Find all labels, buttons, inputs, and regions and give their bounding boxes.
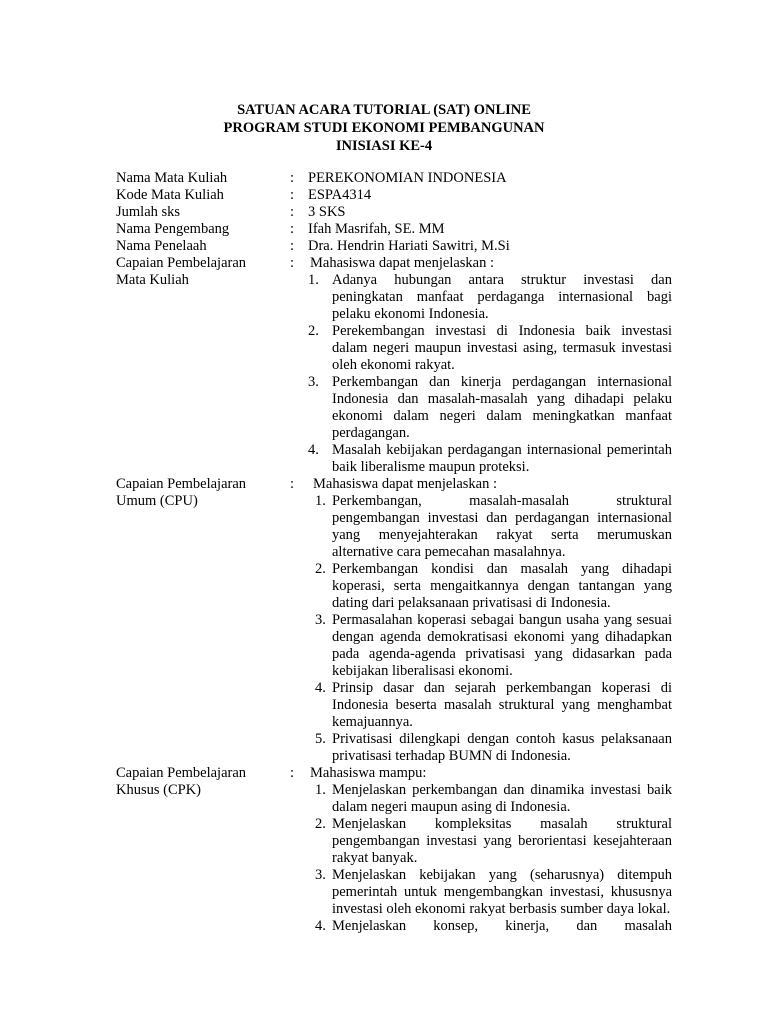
cpu-section <box>116 476 672 765</box>
cpmk-intro: Mahasiswa dapat menjelaskan : <box>310 255 495 271</box>
list-text: Perkembangan dan kinerja perdagangan internasional Indonesia dan masalah-masalah yang dihadapi pelaku ekonomi dalam negeri dalam meningkatkan manfaat perdagangan. <box>332 374 672 441</box>
list-text: Prinsip dasar dan sejarah perkembangan koperasi di Indonesia beserta masalah struktural yang menghambat kemajuannya. <box>332 680 672 730</box>
list-text: Perkembangan kondisi dan masalah yang dihadapi koperasi, serta mengaitkannya dengan tantangan yang dating dari pelaksanaan privatisasi di Indonesia. <box>332 561 672 611</box>
cpmk-label-line1: Capaian Pembelajaran <box>116 255 247 271</box>
list-number: 1. <box>315 493 326 509</box>
list-number: 4. <box>308 442 319 458</box>
list-number: 5. <box>315 731 326 747</box>
cpk-label <box>116 765 290 935</box>
list-text: Perekembangan investasi di Indonesia baik investasi dalam negeri maupun investasi asing, termasuk investasi oleh ekonomi rakyat. <box>332 323 672 373</box>
field-colon: : <box>290 765 295 781</box>
list-text: Perkembangan, masalah-masalah struktural pengembangan investasi dan perdagangan internasional yang menyejahterakan rakyat serta merumuskan alternative cara pemecahan masalahnya. <box>332 493 672 560</box>
list-number: 3. <box>308 374 319 390</box>
cpu-intro: Mahasiswa dapat menjelaskan : <box>313 476 498 492</box>
field-label: Jumlah sks <box>116 204 181 220</box>
field-colon: : <box>290 204 295 220</box>
field-value: PEREKONOMIAN INDONESIA <box>308 170 507 186</box>
field-row <box>116 221 672 238</box>
header-title: SATUAN ACARA TUTORIAL (SAT) ONLINE <box>237 102 531 118</box>
list-number: 2. <box>315 561 326 577</box>
field-value: 3 SKS <box>308 204 346 220</box>
field-row <box>116 238 672 255</box>
cpk-content <box>308 765 672 935</box>
list-number: 2. <box>315 816 326 832</box>
cpmk-label-line2: Mata Kuliah <box>116 272 189 288</box>
list-item <box>308 323 672 374</box>
document-header <box>0 101 768 155</box>
list-text: Menjelaskan kompleksitas masalah struktural pengembangan investasi yang berorientasi kesejahteraan rakyat banyak. <box>332 816 672 866</box>
cpk-list <box>308 782 672 935</box>
list-text: Menjelaskan kebijakan yang (seharusnya) ditempuh pemerintah untuk mengembangkan investasi, khususnya investasi oleh ekonomi rakyat berbasis sumber daya lokal. <box>332 867 672 917</box>
course-info <box>116 170 672 935</box>
field-label: Nama Mata Kuliah <box>116 170 228 186</box>
list-text: Masalah kebijakan perdagangan internasional pemerintah baik liberalisme maupun proteksi. <box>332 442 672 475</box>
list-text: Menjelaskan perkembangan dan dinamika investasi baik dalam negeri maupun asing di Indonesia. <box>332 782 672 815</box>
list-item <box>308 680 672 731</box>
field-colon: : <box>290 476 295 492</box>
header-program: PROGRAM STUDI EKONOMI PEMBANGUNAN <box>223 120 545 136</box>
cpu-label-line2: Umum (CPU) <box>116 493 198 509</box>
list-item <box>308 731 672 765</box>
field-colon: : <box>290 238 295 254</box>
field-colon: : <box>290 170 295 186</box>
list-number: 4. <box>315 680 326 696</box>
list-number: 4. <box>315 918 326 934</box>
list-number: 1. <box>315 782 326 798</box>
list-item <box>308 493 672 561</box>
cpu-content <box>308 476 672 765</box>
list-text: Adanya hubungan antara struktur investasi dan peningkatan manfaat perdaganga internasional bagi pelaku ekonomi Indonesia. <box>332 272 672 322</box>
list-number: 1. <box>308 272 319 288</box>
cpk-label-line1: Capaian Pembelajaran <box>116 765 247 781</box>
list-text: Permasalahan koperasi sebagai bangun usaha yang sesuai dengan agenda demokratisasi ekonomi yang dihadapkan pada agenda-agenda privatisasi yang didasarkan pada kebijakan liberalisasi ekonomi. <box>332 612 672 679</box>
cpu-label-line1: Capaian Pembelajaran <box>116 476 247 492</box>
cpk-label-line2: Khusus (CPK) <box>116 782 201 798</box>
field-row <box>116 204 672 221</box>
cpu-list <box>308 493 672 765</box>
list-item <box>308 816 672 867</box>
field-label: Nama Pengembang <box>116 221 230 237</box>
field-row <box>116 187 672 204</box>
field-value: ESPA4314 <box>308 187 372 203</box>
list-number: 3. <box>315 612 326 628</box>
list-item <box>308 272 672 323</box>
cpmk-section <box>116 255 672 476</box>
list-item <box>308 561 672 612</box>
header-initiation: INISIASI KE-4 <box>335 138 433 154</box>
field-value: Ifah Masrifah, SE. MM <box>308 221 445 237</box>
list-item <box>308 918 672 935</box>
list-number: 3. <box>315 867 326 883</box>
list-item <box>308 612 672 680</box>
list-item <box>308 782 672 816</box>
list-text: Privatisasi dilengkapi dengan contoh kasus pelaksanaan privatisasi terhadap BUMN di Indonesia. <box>332 731 672 764</box>
list-item <box>308 442 672 476</box>
field-colon: : <box>290 255 295 271</box>
cpk-section <box>116 765 672 935</box>
list-number: 2. <box>308 323 319 339</box>
field-colon: : <box>290 187 295 203</box>
cpk-intro: Mahasiswa mampu: <box>310 765 427 781</box>
list-item <box>308 867 672 918</box>
field-value: Dra. Hendrin Hariati Sawitri, M.Si <box>308 238 510 254</box>
cpmk-content <box>308 255 672 476</box>
field-label: Kode Mata Kuliah <box>116 187 224 203</box>
field-colon: : <box>290 221 295 237</box>
list-item <box>308 374 672 442</box>
field-row <box>116 170 672 187</box>
field-label: Nama Penelaah <box>116 238 207 254</box>
cpu-label <box>116 476 290 765</box>
cpmk-label <box>116 255 290 476</box>
cpmk-list <box>308 272 672 476</box>
list-text: Menjelaskan konsep, kinerja, dan masalah <box>332 918 672 934</box>
